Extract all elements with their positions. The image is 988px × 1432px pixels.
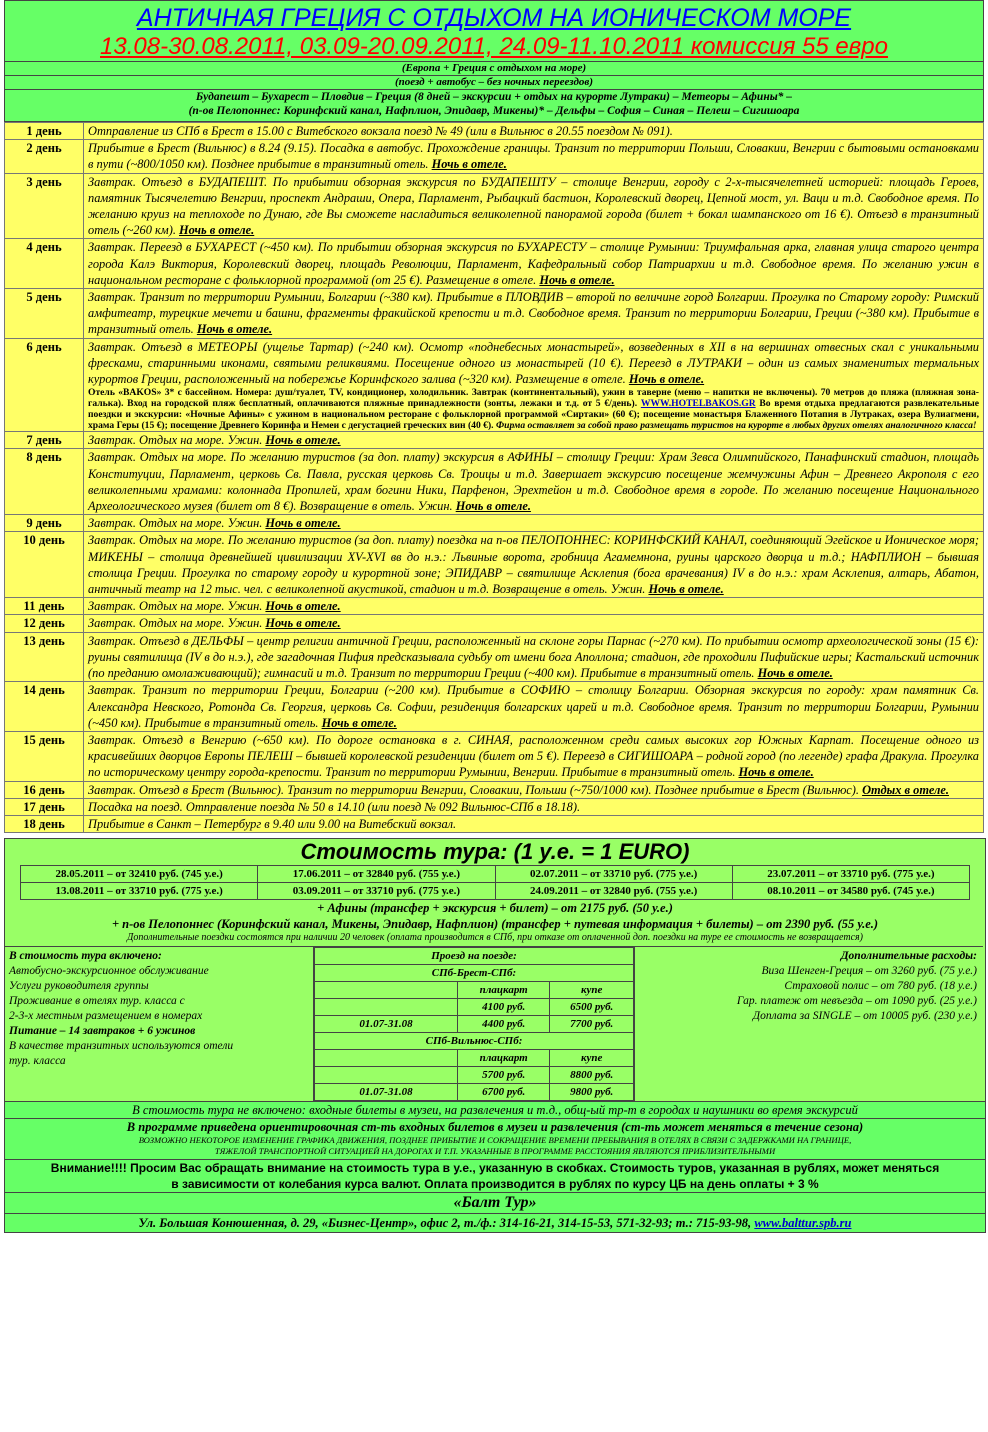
rail-col-kupe: купе (550, 982, 634, 999)
approx-note: В программе приведена ориентировочная ст-ть входных билетов в музеи и развлечения (ст-ть может меняться в течение сезона) (5, 1118, 985, 1135)
program-row (5, 815, 984, 832)
night-note: Ночь в отеле. (539, 272, 615, 287)
program-row (5, 449, 984, 515)
company-name: «Балт Тур» (5, 1192, 985, 1213)
day-description (84, 781, 984, 798)
date-cell: 24.09.2011 – от 32840 руб. (755 у.е.) (495, 883, 732, 900)
program-row (5, 598, 984, 615)
day-text: Завтрак. Отъезд в ДЕЛЬФЫ – центр религии античной Греции, расположенный на склоне горы Парнас (~270 км). По прибытии осмотр археологической зоны (15 €): руины святилища (IV в до н.э.), где загадочная Пифия предсказывала судьбу от имени бога Аполлона; стадион, где проходили Пифийские игры; Кастальский источник (по преданию омолаживающий); гимнасий и т.д. Транзит по территории Греции (~400 км). Прибытие в транзитный отель. (88, 633, 979, 681)
included-box (5, 947, 314, 1102)
night-note: Ночь в отеле. (265, 599, 341, 614)
date-cell: 28.05.2011 – от 32410 руб. (745 у.е.) (21, 866, 258, 883)
peloponnese-option: + п-ов Пелопоннес (Коринфский канал, Микены, Эпидавр, Нафплион) (трансфер + путевая информация + билеты) – от 2390 руб. (55 у.е.) (111, 917, 879, 932)
day-description (84, 815, 984, 832)
hotel-note (88, 387, 979, 431)
route-line-1: Будапешт – Бухарест – Пловдив – Греция (8 дней – экскурсии + отдых на курорте Лутраки) – Метеоры – Афины* – (195, 91, 793, 103)
day-text: Завтрак. Переезд в БУХАРЕСТ (~450 км). По прибытии обзорная экскурсия по БУХАРЕСТУ – столице Румынии: Триумфальная арка, главная улица старого центра города Калэ Виктория, Королевский дворец, площадь Революции, Парламент, Кафедральный собор Патриархии и т.д. Свободное время. По желанию ужин в национальном ресторане с фольклорной программой (от 25 €). Размещение в отеле. (88, 240, 979, 287)
night-note: Ночь в отеле. (179, 223, 255, 238)
rail-box (314, 947, 635, 1102)
rail-route-vilnius: СПб-Вильнюс-СПб: (315, 1033, 634, 1050)
day-label: 1 день (5, 123, 84, 140)
day-text: Завтрак. Отдых на море. По желанию туристов (за доп. плату) поездка на п-ов ПЕЛОПОННЕС: КОРИНФСКИЙ КАНАЛ, соединяющий Эгейское и Ионическое моря; МИКЕНЫ – столица древнейшей цивилизации XV-XVI вв до н.э.: Львиные ворота, гробница Агамемнона, руины царского дворца и т.д.; НАФПЛИОН – бывшая столица Греции. Прогулка по старому городу и курортной зоне; ЭПИДАВР – святилище Асклепия (бога врачевания) IV в до н.э.: храм Асклепия, алтарь, Абатон, античный театр на 12 тыс. чел. с великолепной акустикой, стадион и т.д. Возвращение в отель. Ужин. (88, 533, 979, 597)
program-row (5, 682, 984, 732)
rail-cell: 6500 руб. (550, 999, 634, 1016)
day-text: Завтрак. Отдых на море. Ужин. (88, 599, 266, 614)
day-label: 13 день (5, 632, 84, 682)
program-row (5, 615, 984, 632)
day-text: Прибытие в Санкт – Петербург в 9.40 или 9.00 на Витебский вокзал. (88, 816, 457, 831)
price-title: Стоимость тура: (1 у.е. = 1 EURO) (300, 839, 690, 865)
night-note: Ночь в отеле. (648, 582, 724, 597)
day-label: 9 день (5, 515, 84, 532)
extra-trips-note: Дополнительные поездки состоятся при наличии 20 человек (оплата производится в СПб, при отказе от оплаченной доп. поездки на туре ее стоимость не возвращается) (126, 932, 863, 944)
rail-cell: 6700 руб. (458, 1084, 550, 1101)
program-row (5, 123, 984, 140)
day-text: Завтрак. Отъезд в МЕТЕОРЫ (ущелье Тартар) (~240 км). Осмотр «поднебесных монастырей», возведенных в XII в на вершинах отвесных скал с уникальными фресками, старинными иконами, святыми реликвиями. Посещение одного из монастырей (10 €). Переезд в ЛУТРАКИ – один из самых знаменитых термальных курортов Греции, расположенный на побережье Коринфского залива (~320 км). Размещение в отеле. (88, 339, 979, 387)
extras-title: Дополнительные расходы: (840, 950, 977, 963)
program-row (5, 731, 984, 781)
night-note: Ночь в отеле. (265, 516, 341, 531)
hotel-excursions-note: Во время отдыха предлагаются развлекательные поездки и экскурсии: «Ночные Афины» с ужином в национальном ресторане с фольклорной программой «Сиртаки» (60 €); посещение монастыря Блаженного Потапия в Лутраках, озера Вулиагмени, храма Геры (15 €); посещение Древнего Коринфа и Немеи с дегустацией греческих вин (40 €). (88, 398, 980, 432)
rail-cell: 4400 руб. (458, 1016, 550, 1033)
night-note: Ночь в отеле. (455, 499, 531, 514)
address-text: Ул. Большая Конюшенная, д. 29, «Бизнес-Центр», офис 2, т./ф.: 314-16-21, 314-15-53, 571-32-93; т.: 715-93-98, (138, 1216, 755, 1231)
day-label: 11 день (5, 598, 84, 615)
program-row (5, 173, 984, 239)
day-text: Завтрак. Отъезд в БУДАПЕШТ. По прибытии обзорная экскурсия по БУДАПЕШТУ – столице Венгрии, городу с 2-х-тысячелетней историей: площадь Героев, памятник Тысячелетию Венгрии, проспект Андраши, Опера, Парламент, Рыбацкий бастион, Королевский дворец, Цепной мост, ул. Ваци и т.д. Свободное время. По желанию круиз на теплоходе по Дунаю, где Вы сможете насладиться великолепной панорамой города (билет + бокал шампанского от 16 €). Отъезд в транзитный отель (~260 км). (88, 174, 979, 238)
program-row (5, 289, 984, 339)
included-item: В качестве транзитных используются отели (9, 1040, 234, 1053)
rail-table (314, 947, 634, 1101)
day-label: 14 день (5, 682, 84, 732)
program-row (5, 632, 984, 682)
subtitle-2: (поезд + автобус – без ночных переездов) (395, 76, 593, 88)
day-label: 10 день (5, 532, 84, 598)
day-description (84, 338, 984, 432)
day-description (84, 798, 984, 815)
extras-item: Доплата за SINGLE – от 10005 руб. (230 у.е.) (752, 1010, 977, 1023)
day-description (84, 449, 984, 515)
date-cell: 08.10.2011 – от 34580 руб. (745 у.е.) (732, 883, 969, 900)
day-text: Завтрак. Отдых на море. По желанию туристов (за доп. плату) экскурсия в АФИНЫ – столицу Греции: Храм Зевса Олимпийского, Панафинский стадион, площадь Конституции, Парламент, церковь Св. Павла, русская церковь Св. Троицы и т.д. Завершает экскурсию посещение жемчужины Афин – Древнего Акрополя с его великолепными храмами: колоннада Пропилей, храм богини Ники, Парфенон, Эрехтейон и т.д. Свободное время в городе. По желанию посещение Национального Археологического музея (билет от 8 €). Возвращение в отель. Ужин. (88, 450, 979, 514)
day-description (84, 123, 984, 140)
day-label: 16 день (5, 781, 84, 798)
day-text: Завтрак. Отдых на море. Ужин. (88, 433, 266, 448)
included-section (5, 946, 983, 1101)
day-description (84, 173, 984, 239)
not-included: В стоимость тура не включено: входные билеты в музеи, на развлечения и т.д., общ-ый тр-т в городах и наушники во время экскурсий (5, 1101, 985, 1118)
day-description (84, 632, 984, 682)
day-description (84, 289, 984, 339)
day-label: 3 день (5, 173, 84, 239)
included-item: Автобусно-экскурсионное обслуживание (9, 965, 209, 978)
day-description (84, 731, 984, 781)
hotel-link[interactable]: WWW.HOTELBAKOS.GR (640, 398, 756, 410)
rail-col-kupe: купе (550, 1050, 634, 1067)
day-text: Завтрак. Отъезд в Венгрию (~650 км). По дороге остановка в г. СИНАЯ, расположенном среди самых высоких гор Южных Карпат. Посещение одного из красивейших дворцов Европы ПЕЛЕШ – бывшей королевской резиденции (билет от 5 €). Переезд в СИГИШОАРА – родной город (по легенде) графа Дракула. Прогулка по историческому центру города-крепости. Транзит по территории Румынии, Венгрии. Прибытие в транзитный отель. (88, 732, 979, 780)
program-row (5, 432, 984, 449)
warning-1: ВОЗМОЖНО НЕКОТОРОЕ ИЗМЕНЕНИЕ ГРАФИКА ДВИЖЕНИЯ, ПОЗДНЕЕ ПРИБЫТИЕ И СОКРАЩЕНИЕ ВРЕМЕНИ ПРЕБЫВАНИЯ В ОТЕЛЯХ В СВЯЗИ С ЗАДЕРЖКАМИ НА ГРАНИЦЕ, (5, 1135, 985, 1146)
included-item: Питание – 14 завтраков + 6 ужинов (9, 1025, 196, 1038)
tour-dates: 13.08-30.08.2011, 03.09-20.09.2011, 24.09-11.10.2011 комиссия 55 евро (100, 33, 888, 60)
included-item: Проживание в отелях тур. класса с (9, 995, 185, 1008)
included-title: В стоимость тура включено: (9, 950, 162, 963)
extras-item: Виза Шенген-Греция – от 3260 руб. (75 у.е.) (761, 965, 977, 978)
night-note: Ночь в отеле. (265, 616, 341, 631)
night-note: Отдых в отеле. (862, 782, 949, 797)
date-cell: 23.07.2011 – от 33710 руб. (775 у.е.) (732, 866, 969, 883)
day-description (84, 140, 984, 173)
day-label: 7 день (5, 432, 84, 449)
date-cell: 03.09.2011 – от 33710 руб. (775 у.е.) (258, 883, 495, 900)
departure-dates-table (20, 865, 970, 900)
day-text: Завтрак. Отдых на море. Ужин. (88, 516, 266, 531)
date-cell: 13.08.2011 – от 33710 руб. (775 у.е.) (21, 883, 258, 900)
day-description (84, 532, 984, 598)
rail-route-brest: СПб-Брест-СПб: (315, 965, 634, 982)
rail-col-platskart: плацкарт (458, 982, 550, 999)
day-description (84, 515, 984, 532)
tour-title: АНТИЧНАЯ ГРЕЦИЯ С ОТДЫХОМ НА ИОНИЧЕСКОМ МОРЕ (136, 4, 852, 32)
attention-2: в зависимости от колебания курса валют. Оплата производится в рублях по курсу ЦБ на день оплаты + 3 % (5, 1176, 985, 1192)
company-address (5, 1213, 985, 1232)
rail-cell: 7700 руб. (550, 1016, 634, 1033)
day-label: 2 день (5, 140, 84, 173)
extras-item: Гар. платеж от невъезда – от 1090 руб. (25 у.е.) (736, 995, 977, 1008)
day-text: Посадка на поезд. Отправление поезда № 50 в 14.10 (или поезд № 092 Вильнюс-СПб в 18.18). (88, 799, 581, 814)
day-text: Завтрак. Отдых на море. Ужин. (88, 616, 266, 631)
included-item: Услуги руководителя группы (9, 980, 149, 993)
night-note: Ночь в отеле. (628, 372, 705, 387)
day-label: 17 день (5, 798, 84, 815)
rail-cell: 4100 руб. (458, 999, 550, 1016)
day-description (84, 239, 984, 289)
day-text: Прибытие в Брест (Вильнюс) в 8.24 (9.15). Посадка в автобус. Прохождение границы. Транзит по территории Польши, Словакии, Венгрии с бытовыми остановками в пути (~800/1050 км). Позднее прибытие в транзитный отель. (88, 141, 979, 172)
day-description (84, 682, 984, 732)
included-item: 2-3-х местным размещением в номерах (9, 1010, 203, 1023)
night-note: Ночь в отеле. (757, 666, 833, 681)
rail-cell: 01.07-31.08 (315, 1016, 458, 1033)
day-text: Завтрак. Транзит по территории Греции, Болгарии (~200 км). Прибытие в СОФИЮ – столицу Болгарии. Обзорная экскурсия по городу: храм памятник Св. Александра Невского, Ротонда Св. Георгия, церковь Св. Софии, резиденция болгарских царей и т.д. Свободное время. Транзит по территории Болгарии, Румынии (~450 км). Прибытие в транзитный отель. (88, 683, 979, 730)
program-row (5, 532, 984, 598)
website-link[interactable]: www.balttur.spb.ru (754, 1216, 852, 1231)
rail-cell: 9800 руб. (550, 1084, 634, 1101)
day-label: 5 день (5, 289, 84, 339)
day-label: 6 день (5, 338, 84, 432)
rail-cell (315, 1067, 458, 1084)
program-row (5, 140, 984, 173)
night-note: Ночь в отеле. (431, 157, 507, 172)
day-label: 8 день (5, 449, 84, 515)
program-row (5, 781, 984, 798)
program-row (5, 239, 984, 289)
day-description (84, 432, 984, 449)
day-label: 15 день (5, 731, 84, 781)
program-table (4, 122, 984, 833)
warning-2: ТЯЖЕЛОЙ ТРАНСПОРТНОЙ СИТУАЦИЕЙ НА ДОРОГАХ И Т.П. УКАЗАННЫЕ В ПРОГРАММЕ РАССТОЯНИЯ ЯВЛЯЮТСЯ ПРИБЛИЗИТЕЛЬНЫМИ (5, 1146, 985, 1159)
day-text: Завтрак. Отъезд в Брест (Вильнюс). Транзит по территории Венгрии, Словакии, Польши (~750/1000 км). Позднее прибытие в Брест (Вильнюс). (88, 782, 863, 797)
rail-cell (315, 999, 458, 1016)
day-label: 4 день (5, 239, 84, 289)
hotel-note-text: Отель «BAKOS» 3* с бассейном. Номера: душ/туалет, TV, кондиционер, холодильник. Завтрак (континентальный), ужин в таверне (меню – напитки не включены). 70 метров до пляжа (пляжная зона-галька). Вход на городской пляж бесплатный, оплачиваются пляжные принадлежности (зонты, лежаки и т.д. от 5 €/день). (88, 387, 979, 410)
day-label: 12 день (5, 615, 84, 632)
rail-title: Проезд на поезде: (315, 948, 634, 965)
included-item: тур. класса (9, 1055, 66, 1068)
rail-col-platskart: плацкарт (458, 1050, 550, 1067)
night-note: Ночь в отеле. (321, 715, 397, 730)
extras-item: Страховой полис – от 780 руб. (18 у.е.) (784, 980, 977, 993)
extras-box (635, 947, 984, 1102)
day-text: Завтрак. Транзит по территории Румынии, Болгарии (~380 км). Прибытие в ПЛОВДИВ – второй по величине город Болгарии. Прогулка по Старому городу: Римский амфитеатр, турецкие мечети и башни, фрагменты фракийской крепости и т.д. Свободное время. Транзит по территории Болгарии, Греции (~380 км). Прибытие в транзитный отель. (88, 290, 979, 337)
day-text: Отправление из СПб в Брест в 15.00 с Витебского вокзала поезд № 49 (или в Вильнюс в 20.55 поездом № 091). (88, 124, 673, 138)
header (4, 0, 984, 122)
rail-cell: 8800 руб. (550, 1067, 634, 1084)
route-line-2: (п-ов Пелопоннес: Коринфский канал, Нафплион, Эпидавр, Микены)* – Дельфы – София – Синая – Пелеш – Сигишоара (188, 105, 800, 117)
program-row (5, 515, 984, 532)
day-label: 18 день (5, 815, 84, 832)
subtitle-1: (Европа + Греция с отдыхом на море) (401, 62, 587, 74)
night-note: Ночь в отеле. (738, 765, 814, 780)
athens-option: + Афины (трансфер + экскурсия + билет) – от 2175 руб. (50 у.е.) (317, 901, 673, 916)
day-description (84, 615, 984, 632)
day-description (84, 598, 984, 615)
attention-1: Внимание!!!! Просим Вас обращать внимание на стоимость тура в у.е., указанную в скобках. Стоимость туров, указанная в рублях, может меняться (5, 1159, 985, 1176)
rail-cell: 5700 руб. (458, 1067, 550, 1084)
rail-cell: 01.07-31.08 (315, 1084, 458, 1101)
hotel-disclaimer: Фирма оставляет за собой право размещать туристов на курорте в любых других отелях аналогичного класса! (495, 420, 977, 432)
night-note: Ночь в отеле. (265, 433, 341, 448)
night-note: Ночь в отеле. (196, 322, 273, 337)
date-cell: 02.07.2011 – от 33710 руб. (775 у.е.) (495, 866, 732, 883)
price-section (4, 838, 986, 1233)
date-cell: 17.06.2011 – от 32840 руб. (755 у.е.) (258, 866, 495, 883)
program-row (5, 798, 984, 815)
program-row (5, 338, 984, 432)
